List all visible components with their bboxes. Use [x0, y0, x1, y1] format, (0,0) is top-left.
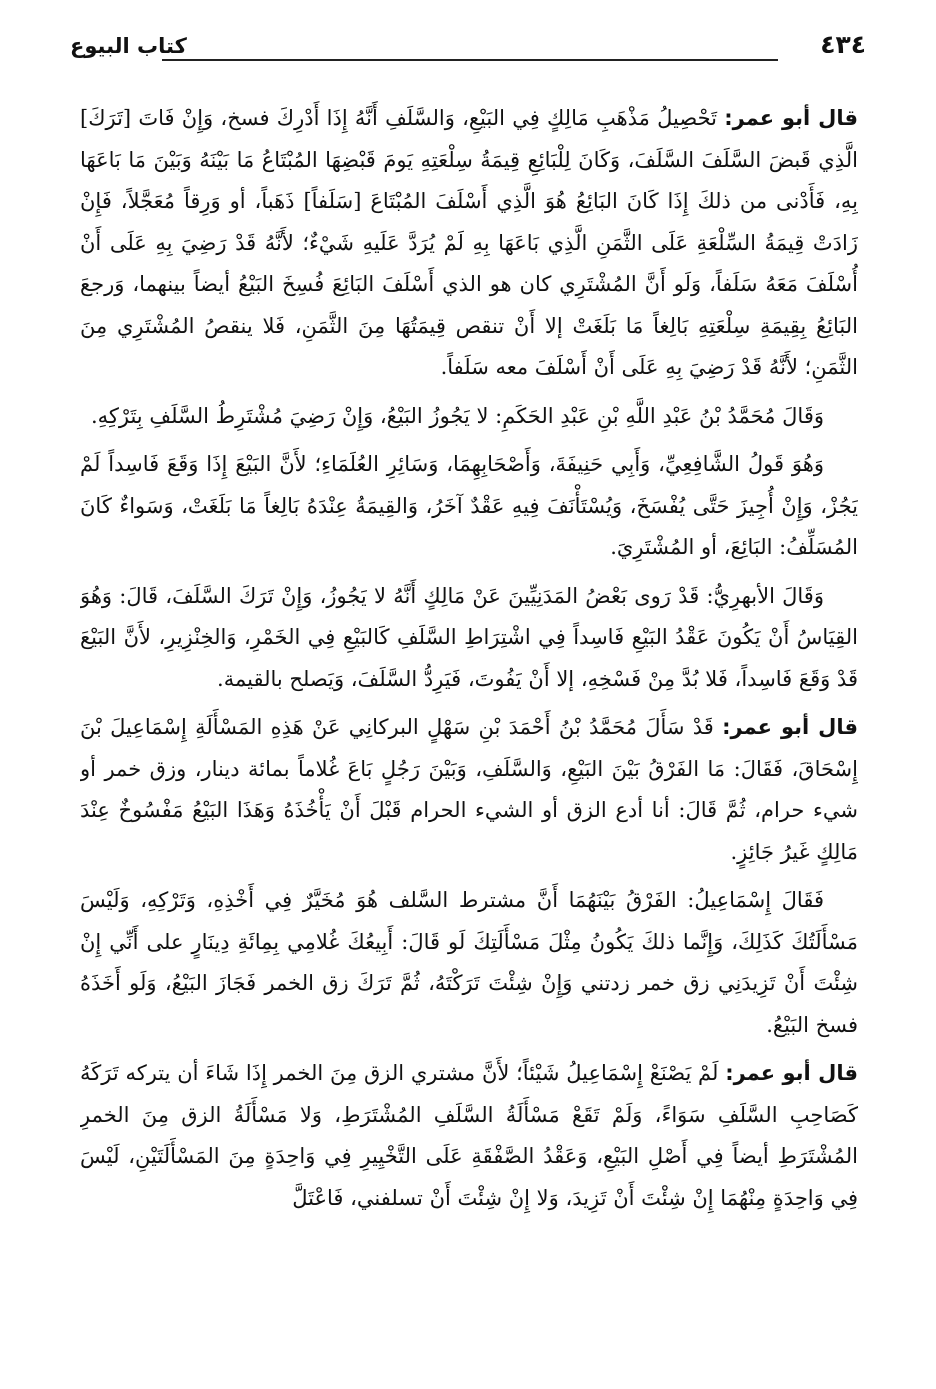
- paragraph: [80, 576, 858, 701]
- paragraph-text: قَدْ سَأَلَ مُحَمَّدُ بْنُ أَحْمَدَ بْنِ سَهْلٍ البركانِي عَنْ هَذِهِ المَسْأَلَةِ إِسْمَاعِيلَ بْنَ إِسْحَاقَ، فَقَالَ: مَا الفَرْقُ بَيْنَ البَيْعِ، وَالسَّلَفِ، وَبَيْنَ رَجُلٍ بَاعَ غُلاماً بمائة دينار، وزق خمر أو شيء حرام، ثُمَّ قَالَ: أنا أدع الزق أو الشيء الحرام قَبْلَ أَنْ يَأْخُذَهُ وَهَذَا البَيْعُ مَفْسُوخٌ عِنْدَ مَالِكٍ غَيرُ جَائِزٍ.: [80, 715, 858, 864]
- paragraph-text: فَقَالَ إِسْمَاعِيلُ: الفَرْقُ بَيْنَهُمَا أَنَّ مشترط السَّلف هُوَ مُخَيَّرٌ فِي أَخْذِهِ، وَتَرْكِهِ، وَلَيْسَ مَسْأَلَتُكَ كَذَلِكَ، وَإِنَّما ذلكَ يَكُونُ مِثْلَ مَسْأَلَتِكَ لَو قَالَ: أَبِيعُكَ غُلامِي بِمِائَةِ دِينَارٍ على أَنِّي إِنْ شِئْتَ أَنْ تَزِيدَنِي زق خمر زدتني وَإِنْ شِئْتَ تَرَكْتَهُ، ثُمَّ تَرَكَ زق الخمر فَجَازَ البَيْعُ، وَلَو أَخَذَهُ فسخ البَيْعُ.: [80, 888, 858, 1037]
- paragraph-text: تَحْصِيلُ مَذْهَبِ مَالِكٍ فِي البَيْعِ، وَالسَّلَفِ أَنَّهُ إِذَا أَدْرِكَ فسخ، وَإِنْ فَاتَ [تَرَكَ] الَّذِي قَبضَ السَّلَفَ السَّلَفَ، وَكَانَ لِلْبَائِعِ قِيمَةُ سِلْعَتِهِ يَومَ قَبْضِهَا المُبْتَاعُ مَا بَيْنَهُ وَبَيْنَ مَا بَاعَهَا بِهِ، فَأَدْنى من ذلكَ إِذَا كَانَ البَائِعُ هُوَ الَّذِي أَسْلَفَ المُبْتَاعَ [سَلَفاً] ذَهَباً، أو وَرِقاً مُعَجَّلاً، فَإِنْ زَادَتْ قِيمَةُ السِّلْعَةِ عَلَى الثَّمَنِ الَّذِي بَاعَهَا بِهِ لَمْ يُرَدَّ عَلَيهِ شَيْءٌ؛ لأَنَّهُ قَدْ رَضِيَ بِهِ عَلَى أَنْ أُسْلَفَ مَعَهُ سَلَفاً، وَلَو أَنَّ المُشْتَرِي كان هو الذي أَسْلَفَ البَائِعَ فُسِخَ البَيْعُ أيضاً بينهما، وَرجعَ البَائِعُ بِقِيمَةِ سِلْعَتِهِ بَالِغاً مَا بَلَغَتْ إلا أَنْ تنقص قِيمَتُهَا مِنَ الثَّمَنِ، فَلا ينقصُ المُشْتَرِي مِنَ الثَّمَنِ؛ لأَنَّهُ قَدْ رَضِيَ بِهِ عَلَى أَنْ أَسْلَفَ معه سَلَفاً.: [80, 106, 858, 379]
- paragraph-text: وَقَالَ الأبهرِيُّ: قَدْ رَوى بَعْضُ المَدَنِيِّينَ عَنْ مَالِكٍ أَنَّهُ لا يَجُوزُ، وَإِنْ تَرَكَ السَّلَفَ، قَالَ: وَهُوَ القِيَاسُ أَنْ يَكُونَ عَقْدُ البَيْعِ فَاسِداً فِي اشْتِرَاطِ السَّلَفِ كَالبَيْعِ فِي الخَمْرِ، وَالخِنْزِيرِ، لأَنَّ البَيْعَ قَدْ وَقَعَ فَاسِداً، فَلا بُدَّ مِنْ فَسْخِهِ، إلا أَنْ يَفُوتَ، فَيَرِدُّ السَّلَفَ، وَيَصلح بالقيمة.: [80, 583, 858, 691]
- speaker-label: قال أبو عمر:: [724, 106, 858, 130]
- running-header: [70, 30, 866, 70]
- paragraph-text: وَقَالَ مُحَمَّدُ بْنُ عَبْدِ اللَّهِ بْنِ عَبْدِ الحَكَمِ: لا يَجُوزُ البَيْعُ، وَإِنْ رَضِيَ مُشْتَرِطُ السَّلَفِ بِتَرْكِهِ.: [90, 403, 824, 428]
- paragraph: [80, 98, 858, 389]
- paragraph-text: وَهُوَ قَولُ الشَّافِعِيِّ، وَأَبِي حَنِيفَةَ، وَأَصْحَابِهِمَا، وَسَائِرِ العُلَمَاءِ؛ لأَنَّ البَيْعَ إِذَا وَقَعَ فَاسِداً لَمْ يَجُزْ، وَإِنْ أُجِيزَ حَتَّى يُفْسَخَ، وَيُسْتَأْنَفَ فِيهِ عَقْدٌ آخَرُ، وَالقِيمَةُ عِنْدَهُ بَالِغاً مَا بَلَغَتْ، وَسَواءٌ كَانَ المُسَلِّفُ: البَائِعَ، أو المُشْتَرِيَ.: [80, 452, 858, 559]
- paragraph: [80, 396, 858, 438]
- speaker-label: قال أبو عمر:: [725, 1061, 858, 1085]
- body-text: [80, 98, 858, 1380]
- paragraph: [80, 444, 858, 569]
- book-title: كتاب البيوع: [70, 34, 187, 58]
- paragraph: [80, 1053, 858, 1219]
- speaker-label: قال أبو عمر:: [722, 715, 858, 739]
- paragraph-text: لَمْ يَصْنَعْ إِسْمَاعِيلُ شَيْئاً؛ لأَنَّ مشتري الزق مِنَ الخمر إِذَا شَاءَ أن يتركه تَرَكَهُ كَصَاحِبِ السَّلَفِ سَوَاءً، وَلَمْ تَقَعْ مَسْأَلَةُ السَّلَفِ المُشْتَرَطِ، وَلا مَسْأَلَةُ الزق مِنَ الخمرِ المُشْتَرَطِ أيضاً فِي أَصْلِ البَيْعِ، وَعَقْدُ الصَّفْقَةِ عَلَى التَّخْيِيرِ فِي وَاحِدَةٍ مِنَ المَسْأَلَتَيْنِ، لَيْسَ فِي وَاحِدَةٍ مِنْهُمَا إِنْ شِئْتَ أَنْ تَزِيدَ، وَلا إِنْ شِئْتَ أَنْ تسلفني، فَاعْتَلَّ: [80, 1061, 858, 1210]
- paragraph: [80, 880, 858, 1046]
- header-rule: [162, 59, 778, 61]
- paragraph: [80, 707, 858, 873]
- page-number: ٤٣٤: [820, 30, 866, 59]
